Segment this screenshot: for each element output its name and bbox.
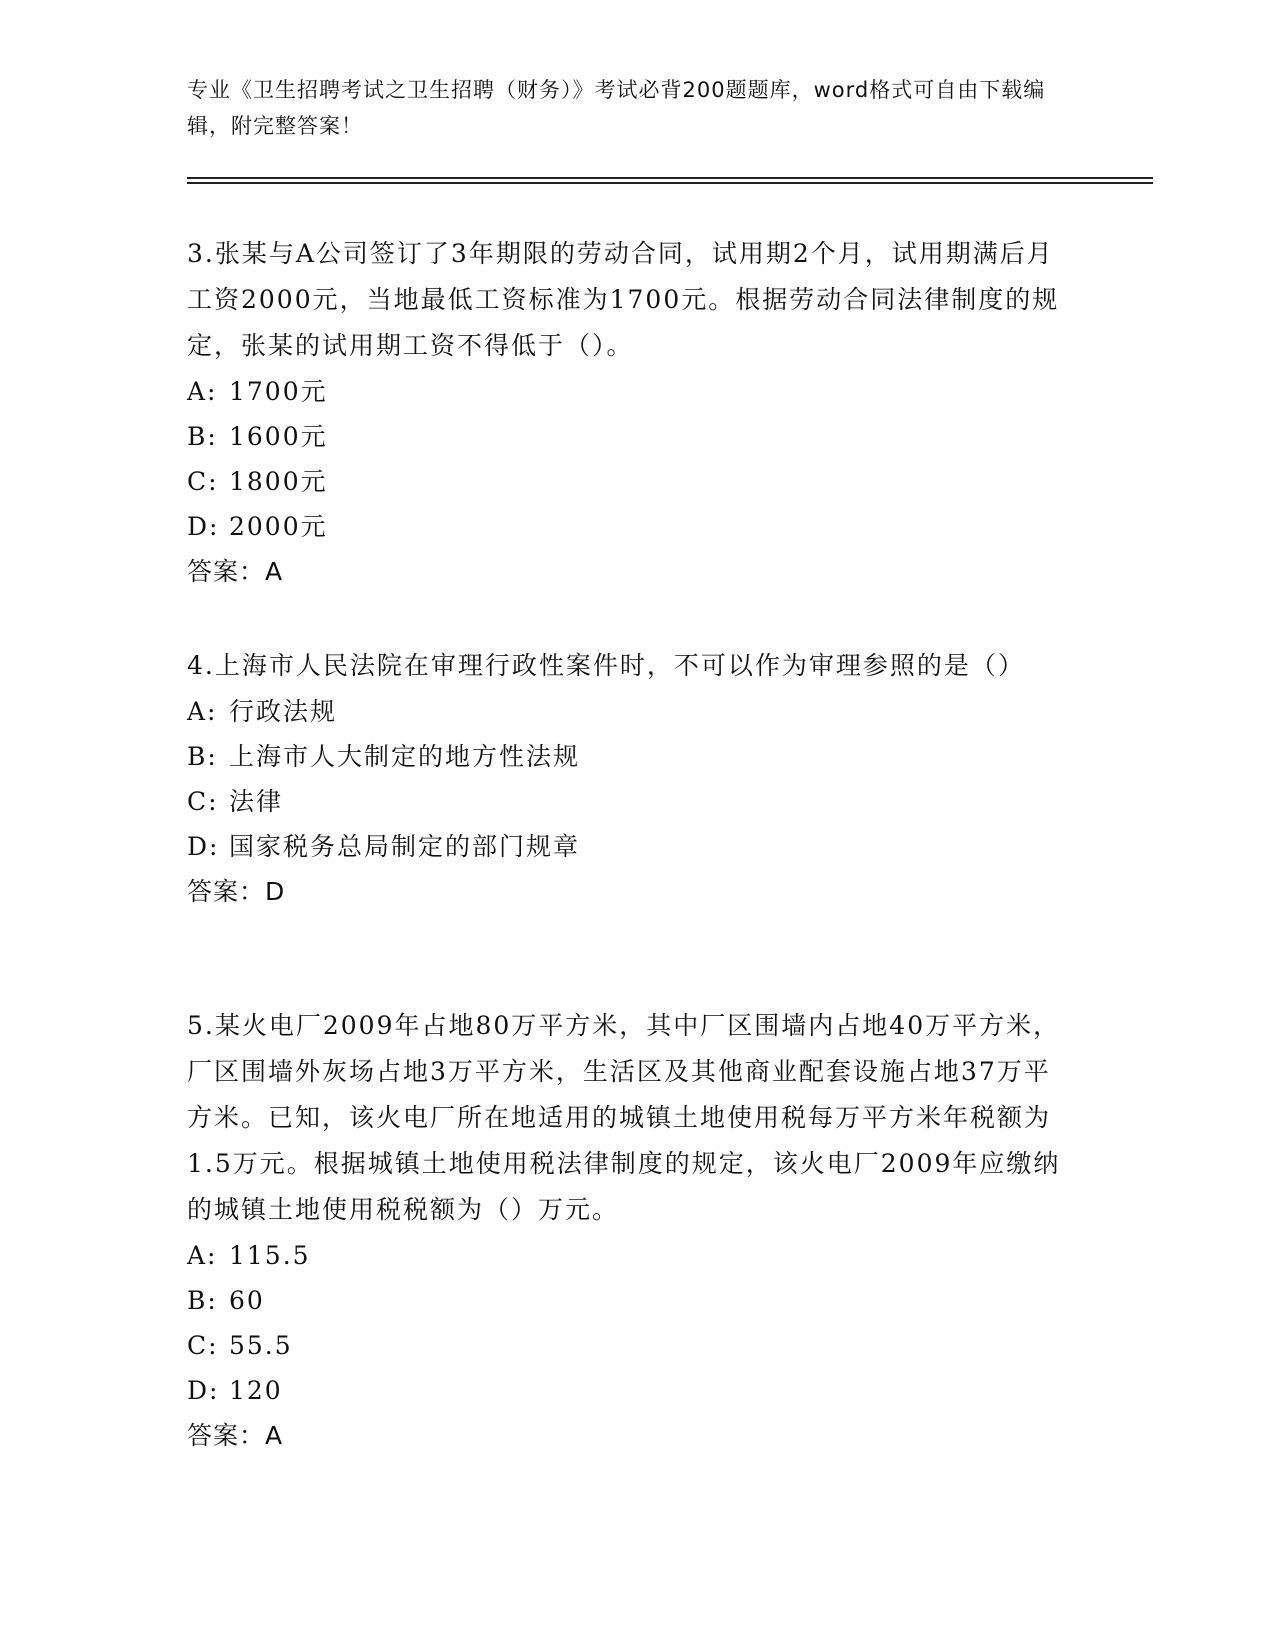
option-key: D: [187,832,220,861]
option-text: 2000元 [229,512,328,541]
option-text: 120 [229,1376,283,1405]
option-b [187,1278,1067,1323]
option-text: 法律 [229,787,284,816]
option-key: A: [187,377,218,406]
option-d [187,504,1067,549]
option-key: B: [187,422,218,451]
question-stem: 4.上海市人民法院在审理行政性案件时，不可以作为审理参照的是（） [187,651,1025,680]
option-key: A: [187,1241,218,1270]
answer-line: 答案：A [187,1421,284,1450]
option-text: 上海市人大制定的地方性法规 [229,742,581,771]
option-a [187,1233,1067,1278]
question-stem: 3.张某与A公司签订了3年期限的劳动合同，试用期2个月，试用期满后月工资2000元，当地最低工资标准为1700元。根据劳动合同法律制度的规定，张某的试用期工资不得低于（）。 [187,239,1060,360]
option-key: A: [187,697,218,726]
option-key: B: [187,1286,218,1315]
option-text: 行政法规 [229,697,338,726]
option-a [187,369,1067,414]
option-text: 115.5 [229,1241,311,1270]
option-a [187,689,1067,734]
option-text: 国家税务总局制定的部门规章 [229,832,581,861]
option-b [187,414,1067,459]
option-key: B: [187,742,218,771]
option-d [187,1368,1067,1413]
question-5 [187,1003,1067,1459]
option-b [187,734,1067,779]
option-text: 1700元 [229,377,328,406]
option-text: 60 [229,1286,265,1315]
answer-line: 答案：D [187,877,286,906]
option-key: C: [187,1331,219,1360]
option-d [187,824,1067,869]
question-stem: 5.某火电厂2009年占地80万平方米，其中厂区围墙内占地40万平方米，厂区围墙外灰场占地3万平方米，生活区及其他商业配套设施占地37万平方米。已知，该火电厂所在地适用的城镇土地使用税每万平方米年税额为1.5万元。根据城镇土地使用税法律制度的规定，该火电厂2009年应缴纳的城镇土地使用税税额为（）万元。 [187,1011,1061,1224]
option-key: D: [187,1376,220,1405]
option-text: 1800元 [229,467,328,496]
document-header: 专业《卫生招聘考试之卫生招聘（财务）》考试必背200题题库，word格式可自由下载编辑，附完整答案！ [187,78,1046,138]
option-text: 55.5 [229,1331,293,1360]
question-3 [187,231,1067,595]
option-key: C: [187,467,219,496]
option-c [187,779,1067,824]
option-key: D: [187,512,220,541]
header-divider-bottom [187,182,1153,184]
answer-line: 答案：A [187,557,284,586]
question-4 [187,643,1067,915]
option-key: C: [187,787,219,816]
header-divider-top [187,177,1153,179]
option-c [187,1323,1067,1368]
option-c [187,459,1067,504]
option-text: 1600元 [229,422,328,451]
